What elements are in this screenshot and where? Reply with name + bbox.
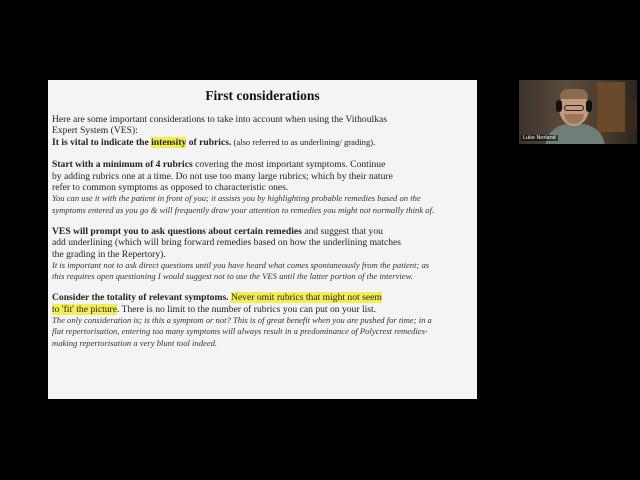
headphone-right-icon xyxy=(586,100,592,112)
highlighted-never-omit: Never omit rubrics that might not seem xyxy=(231,292,382,304)
participant-video-tile[interactable] xyxy=(519,80,637,144)
highlighted-intensity: intensity xyxy=(151,136,187,148)
section-prompt-note: It is important not to ask direct questions until you have heard what comes spontaneously from the patient; as this requires open questioning I would suggest not to use the VES until the latter portion of the interview. xyxy=(52,260,430,282)
section-totality: Consider the totality of relevant symptoms. Never omit rubrics that might not seem to 'fit' the picture. There is no limit to the number of rubrics you can put on your list. xyxy=(52,292,382,315)
slide-title: First considerations xyxy=(205,88,320,103)
presentation-slide xyxy=(48,80,477,399)
intro-text: Here are some important considerations to take into account when using the Vithoulkas Expert System (VES): It is vital to indicate the intensity of rubrics. (also referred to as underlining/ grading). xyxy=(52,114,387,148)
participant-hair xyxy=(560,89,588,99)
headphone-left-icon xyxy=(556,100,562,112)
video-door xyxy=(597,82,625,132)
highlighted-fit-picture: to 'fit' the picture xyxy=(52,303,117,315)
section-rubrics-note: You can use it with the patient in front of you; it assists you by highlighting probable remedies based on the symptoms entered as you go & will frequently draw your attention to remedies you might not normally think of. xyxy=(52,193,435,215)
participant-name-label: Luke Norland xyxy=(523,135,556,141)
section-prompt: VES will prompt you to ask questions about certain remedies and suggest that you add underlining (which will bring forward remedies based on how the underlining matches the grading in the Repertory). xyxy=(52,225,402,260)
section-totality-note: The only consideration is; is this a symptom or not? This is of great benefit when you are pushed for time; in a flat repertorisation, entering too many symptoms will always result in a predominance of Polycrest remedies- making repertorisation a very blunt tool indeed. xyxy=(52,315,432,348)
video-frame-shelf xyxy=(627,100,637,130)
section-rubrics: Start with a minimum of 4 rubrics covering the most important symptoms. Continue by adding rubrics one at a time. Do not use too many large rubrics; which by their nature refer to common symptoms as opposed to characteristic ones. xyxy=(52,159,393,194)
participant-glasses xyxy=(564,105,584,111)
